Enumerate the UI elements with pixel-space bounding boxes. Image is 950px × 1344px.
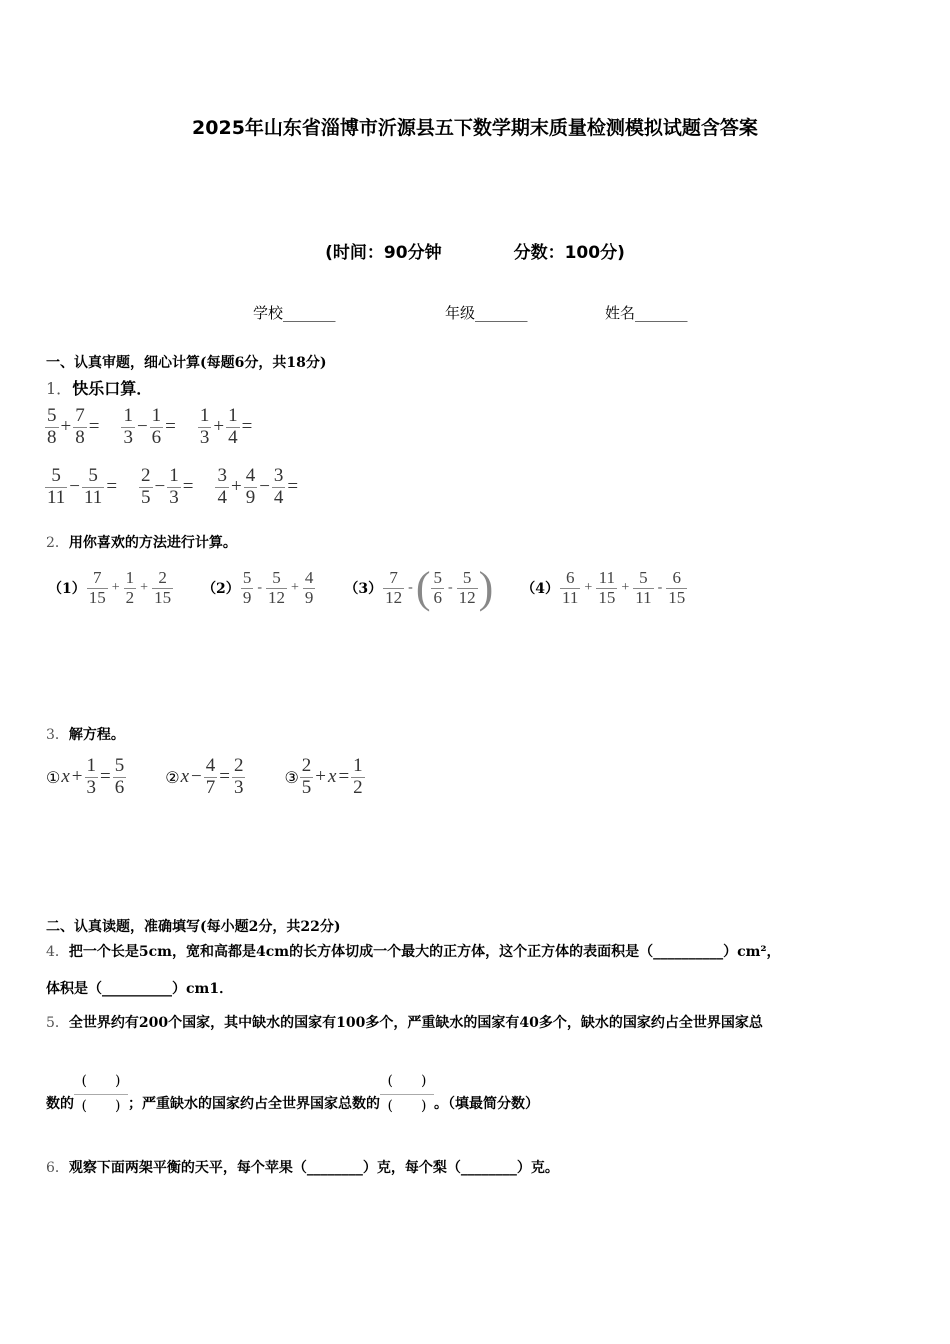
calc-item — [48, 566, 174, 610]
denominator: 9 — [245, 486, 256, 508]
answer-fraction-blank-2[interactable] — [380, 1070, 434, 1115]
fraction — [45, 406, 59, 449]
denominator: 6 — [114, 776, 125, 798]
denominator: 9 — [304, 587, 314, 607]
math-expression — [138, 466, 194, 509]
mental-math-row-1 — [44, 406, 253, 449]
question-5 — [46, 1012, 763, 1032]
operator: - — [257, 580, 262, 595]
calc-item — [202, 566, 316, 610]
denominator: 5 — [141, 486, 151, 508]
denominator: 15 — [154, 587, 172, 607]
fraction — [113, 756, 127, 799]
numerator: 5 — [242, 567, 252, 587]
question-1 — [46, 376, 152, 399]
numerator-blank: ( ) — [74, 1070, 128, 1095]
question-text: 把一个长是5cm，宽和高都是4cm的长方体切成一个最大的正方体，这个正方体的表面积是（__________）cm²， — [68, 944, 781, 960]
fraction — [204, 756, 218, 799]
fraction — [139, 466, 153, 509]
fraction — [351, 756, 365, 799]
numerator: 5 — [462, 567, 472, 587]
equation — [46, 756, 127, 799]
denominator: 11 — [47, 486, 66, 508]
fraction — [73, 406, 87, 449]
fraction — [124, 569, 137, 607]
school-field: 学校_______ — [253, 304, 336, 322]
denominator: 8 — [75, 426, 85, 448]
question-text: 用你喜欢的方法进行计算。 — [68, 535, 237, 551]
denominator: 6 — [151, 426, 162, 448]
denominator: 12 — [267, 587, 285, 607]
variable: x — [180, 766, 189, 788]
fraction — [303, 569, 316, 607]
fraction — [232, 756, 246, 799]
numerator: 5 — [51, 465, 61, 486]
fraction — [45, 466, 67, 509]
fraction — [226, 406, 240, 449]
denominator: 3 — [199, 426, 210, 448]
item-label: （1） — [48, 581, 86, 597]
operator: = — [241, 416, 253, 438]
total-score: 分数：100分) — [513, 243, 625, 263]
numerator: 4 — [304, 567, 314, 587]
calc-items — [48, 563, 688, 612]
numerator: 4 — [205, 755, 216, 776]
denominator-blank: ( ) — [387, 1098, 427, 1114]
fraction — [272, 466, 286, 509]
fraction — [85, 756, 99, 799]
fraction — [152, 569, 173, 607]
operator: = — [219, 766, 230, 788]
denominator: 2 — [125, 587, 135, 607]
question-text: ；严重缺水的国家约占全世界国家总数的 — [128, 1096, 380, 1112]
operator: - — [447, 580, 453, 595]
operator: + — [60, 416, 72, 438]
question-text: 。（填最简分数） — [434, 1096, 539, 1112]
operator: + — [584, 580, 593, 595]
operator: - — [408, 580, 413, 595]
operator: − — [191, 766, 202, 788]
question-number: 1． — [46, 379, 73, 398]
denominator: 6 — [433, 587, 442, 607]
fraction — [666, 569, 687, 607]
question-text: 数的 — [46, 1096, 74, 1112]
calc-item — [344, 563, 494, 612]
numerator: 6 — [672, 567, 682, 587]
fraction — [633, 569, 653, 607]
denominator: 7 — [205, 776, 216, 798]
denominator: 2 — [353, 776, 363, 798]
fraction — [266, 569, 287, 607]
denominator: 8 — [47, 426, 57, 448]
numerator: 1 — [125, 567, 135, 587]
math-expression — [44, 466, 118, 509]
operator: + — [140, 580, 149, 595]
operator: − — [259, 476, 270, 498]
grade-field: 年级_______ — [445, 304, 528, 322]
math-expression — [197, 406, 253, 449]
section-2-heading: 二、认真读题，准确填写(每小题2分，共22分) — [46, 919, 341, 935]
answer-fraction-blank-1[interactable] — [74, 1070, 128, 1115]
numerator: 1 — [123, 405, 133, 426]
question-number: 2． — [46, 535, 69, 551]
numerator: 4 — [245, 465, 256, 486]
numerator: 1 — [86, 755, 96, 776]
question-number: 5． — [46, 1015, 69, 1031]
fraction — [167, 466, 181, 509]
numerator: 7 — [75, 405, 85, 426]
item-label: ③ — [284, 767, 299, 787]
math-expression — [44, 406, 100, 449]
denominator-blank: ( ) — [81, 1098, 121, 1114]
fraction — [383, 569, 404, 607]
denominator: 4 — [228, 426, 238, 448]
math-expression — [86, 569, 174, 607]
fraction — [431, 569, 444, 607]
numerator: 2 — [301, 755, 312, 776]
denominator: 12 — [458, 587, 476, 607]
variable: x — [61, 766, 70, 788]
operator: = — [338, 766, 350, 788]
numerator: 5 — [272, 567, 281, 587]
item-label: （2） — [202, 581, 240, 597]
question-text: 体积是（__________）cm1． — [46, 981, 234, 997]
operator: = — [287, 476, 299, 498]
denominator: 15 — [88, 587, 106, 607]
math-expression — [240, 569, 317, 607]
numerator: 1 — [353, 755, 363, 776]
question-5-cont — [46, 1070, 539, 1115]
section-1-heading: 一、认真审题，细心计算(每题6分，共18分) — [46, 355, 327, 371]
numerator: 5 — [47, 405, 57, 426]
parenthesis: ) — [478, 563, 494, 612]
question-text: 观察下面两架平衡的天平，每个苹果（________）克，每个梨（________）克。 — [68, 1160, 559, 1176]
numerator: 1 — [169, 465, 179, 486]
denominator: 3 — [123, 426, 133, 448]
denominator: 15 — [668, 587, 686, 607]
numerator: 5 — [88, 465, 98, 486]
operator: = — [100, 766, 111, 788]
question-text: 解方程。 — [68, 727, 125, 743]
operator: + — [315, 766, 326, 788]
question-text: 快乐口算． — [72, 379, 153, 398]
exam-meta — [0, 238, 950, 263]
item-label: ① — [46, 767, 61, 787]
fraction — [150, 406, 164, 449]
denominator: 15 — [598, 587, 616, 607]
operator: − — [69, 476, 81, 498]
equation — [284, 756, 365, 799]
time-limit: (时间：90分钟 — [325, 243, 442, 263]
parenthesis: ( — [415, 563, 431, 612]
question-text: 全世界约有200个国家，其中缺水的国家有100多个，严重缺水的国家有40多个，缺水的国家约占全世界国家总 — [68, 1015, 763, 1031]
math-expression — [60, 756, 127, 799]
numerator: 11 — [598, 567, 616, 587]
operator: + — [111, 580, 120, 595]
fraction — [82, 466, 104, 509]
denominator: 3 — [86, 776, 96, 798]
numerator: 1 — [228, 405, 238, 426]
denominator: 11 — [635, 587, 652, 607]
numerator: 5 — [639, 567, 648, 587]
denominator: 9 — [242, 587, 252, 607]
denominator: 11 — [562, 587, 579, 607]
question-2 — [46, 532, 237, 552]
operator: − — [136, 416, 148, 438]
operator: + — [621, 580, 630, 595]
fraction — [300, 756, 314, 799]
numerator: 1 — [199, 405, 210, 426]
numerator: 2 — [158, 567, 167, 587]
name-field: 姓名_______ — [605, 304, 688, 322]
fraction — [87, 569, 108, 607]
fraction — [121, 406, 135, 449]
operator: + — [290, 580, 299, 595]
math-expression — [299, 756, 366, 799]
item-label: （4） — [521, 581, 560, 597]
fraction — [596, 569, 617, 607]
question-4-cont — [46, 978, 233, 998]
operator: + — [71, 766, 83, 788]
numerator: 1 — [151, 405, 162, 426]
denominator: 3 — [169, 486, 179, 508]
calc-item — [521, 566, 688, 610]
item-label: ② — [165, 767, 180, 787]
denominator: 3 — [233, 776, 244, 798]
equation — [165, 756, 246, 799]
numerator: 3 — [273, 465, 284, 486]
denominator: 4 — [273, 486, 284, 508]
numerator: 5 — [114, 755, 125, 776]
operator: = — [165, 416, 176, 438]
operator: − — [154, 476, 166, 498]
question-number: 3． — [46, 727, 69, 743]
fraction — [198, 406, 212, 449]
variable: x — [328, 766, 337, 788]
operator: + — [230, 476, 242, 498]
operator: = — [182, 476, 194, 498]
denominator: 5 — [301, 776, 312, 798]
operator: = — [106, 476, 118, 498]
math-expression — [120, 406, 176, 449]
item-label: （3） — [344, 581, 383, 597]
page-title: 2025年山东省淄博市沂源县五下数学期末质量检测模拟试题含答案 — [192, 117, 758, 139]
numerator-blank: ( ) — [380, 1070, 434, 1095]
question-number: 4． — [46, 944, 69, 960]
numerator: 7 — [93, 567, 102, 587]
mental-math-row-2 — [44, 466, 299, 509]
fraction — [241, 569, 254, 607]
fraction — [457, 569, 478, 607]
question-6 — [46, 1157, 559, 1177]
question-4 — [46, 941, 781, 961]
fraction — [244, 466, 258, 509]
operator: + — [213, 416, 225, 438]
numerator: 3 — [217, 465, 227, 486]
fraction — [215, 466, 229, 509]
math-expression — [382, 563, 494, 612]
math-expression — [559, 569, 688, 607]
fraction — [560, 569, 580, 607]
numerator: 2 — [141, 465, 151, 486]
equations — [46, 756, 366, 799]
operator: - — [657, 580, 663, 595]
numerator: 7 — [389, 567, 398, 587]
math-expression — [214, 466, 299, 509]
question-3 — [46, 724, 125, 744]
numerator: 6 — [565, 567, 575, 587]
denominator: 11 — [84, 486, 103, 508]
question-number: 6． — [46, 1160, 69, 1176]
denominator: 4 — [217, 486, 227, 508]
numerator: 5 — [433, 567, 442, 587]
math-expression — [180, 756, 247, 799]
operator: = — [88, 416, 100, 438]
denominator: 12 — [385, 587, 403, 607]
numerator: 2 — [233, 755, 244, 776]
